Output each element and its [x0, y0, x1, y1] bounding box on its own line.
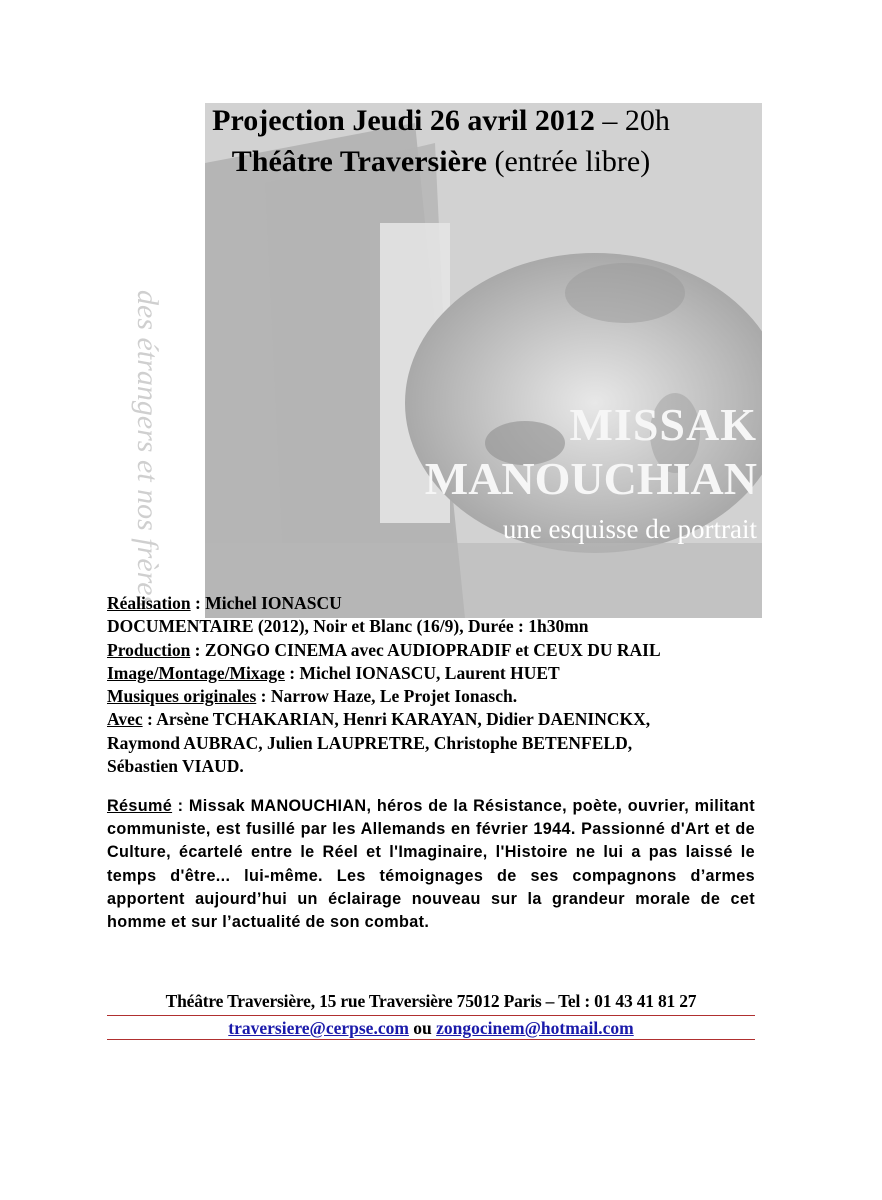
credit-label: Avec	[107, 709, 143, 730]
credit-production	[107, 639, 767, 662]
email-link-traversiere[interactable]: traversiere@cerpse.com	[228, 1018, 409, 1038]
divider-bottom	[107, 1039, 755, 1040]
synopsis-label: Résumé	[107, 797, 173, 815]
divider-top	[107, 1015, 755, 1016]
poster-title-missak: MISSAK	[569, 399, 757, 450]
credit-value: : Michel IONASCU, Laurent HUET	[284, 662, 560, 683]
credit-value: : Arsène TCHAKARIAN, Henri KARAYAN, Didier DAENINCKX,	[142, 709, 651, 730]
credit-value: : ZONGO CINEMA avec AUDIOPRADIF et CEUX DU RAIL	[190, 639, 661, 660]
contact-emails	[107, 1018, 755, 1039]
credit-label: Réalisation	[107, 593, 191, 613]
film-credits	[107, 592, 767, 778]
credit-musiques	[107, 685, 767, 708]
venue-entry: (entrée libre)	[486, 145, 651, 178]
email-link-zongo[interactable]: zongocinem@hotmail.com	[436, 1018, 634, 1038]
credit-avec	[107, 708, 767, 731]
venue-name: Théâtre Traversière	[231, 145, 487, 178]
synopsis	[107, 795, 755, 934]
poster-subtitle: une esquisse de portrait	[502, 514, 757, 544]
credit-value: : Narrow Haze, Le Projet Ionasch.	[256, 686, 518, 707]
projection-date: Projection Jeudi 26 avril 2012	[212, 104, 595, 137]
projection-time: – 20h	[594, 104, 670, 137]
synopsis-text: : Missak MANOUCHIAN, héros de la Résistance, poète, ouvrier, militant communiste, est fusillé par les Allemands en février 1944. Passionné d'Art et de Culture, écartelé entre le Réel et l'Imaginaire, l'Histoire ne lui a pas laissé le temps d'être... lui-même. Les témoignages de ses compagnons d’armes apportent aujourd’hui un éclairage nouveau sur la grandeur morale de cet homme et sur l’actualité de son combat.	[107, 797, 755, 932]
credit-image	[107, 662, 767, 685]
email-separator: ou	[408, 1018, 437, 1038]
credit-label: Production	[107, 639, 191, 660]
credit-realisation	[107, 592, 767, 615]
credit-avec-line2: Raymond AUBRAC, Julien LAUPRETRE, Christophe BETENFELD,	[107, 732, 633, 753]
credit-documentaire: DOCUMENTAIRE (2012), Noir et Blanc (16/9), Durée : 1h30mn	[107, 616, 589, 637]
projection-heading	[0, 103, 882, 139]
credit-value: : Michel IONASCU	[190, 593, 342, 613]
credit-label: Image/Montage/Mixage	[107, 662, 285, 683]
credit-label: Musiques originales	[107, 686, 257, 707]
poster-title-manouchian: MANOUCHIAN	[424, 453, 757, 504]
side-caption: des étrangers et nos frères	[131, 290, 164, 608]
venue-heading	[0, 144, 882, 180]
venue-address: Théâtre Traversière, 15 rue Traversière 75012 Paris – Tel : 01 43 41 81 27	[165, 991, 697, 1011]
credit-avec-line3: Sébastien VIAUD.	[107, 756, 244, 777]
